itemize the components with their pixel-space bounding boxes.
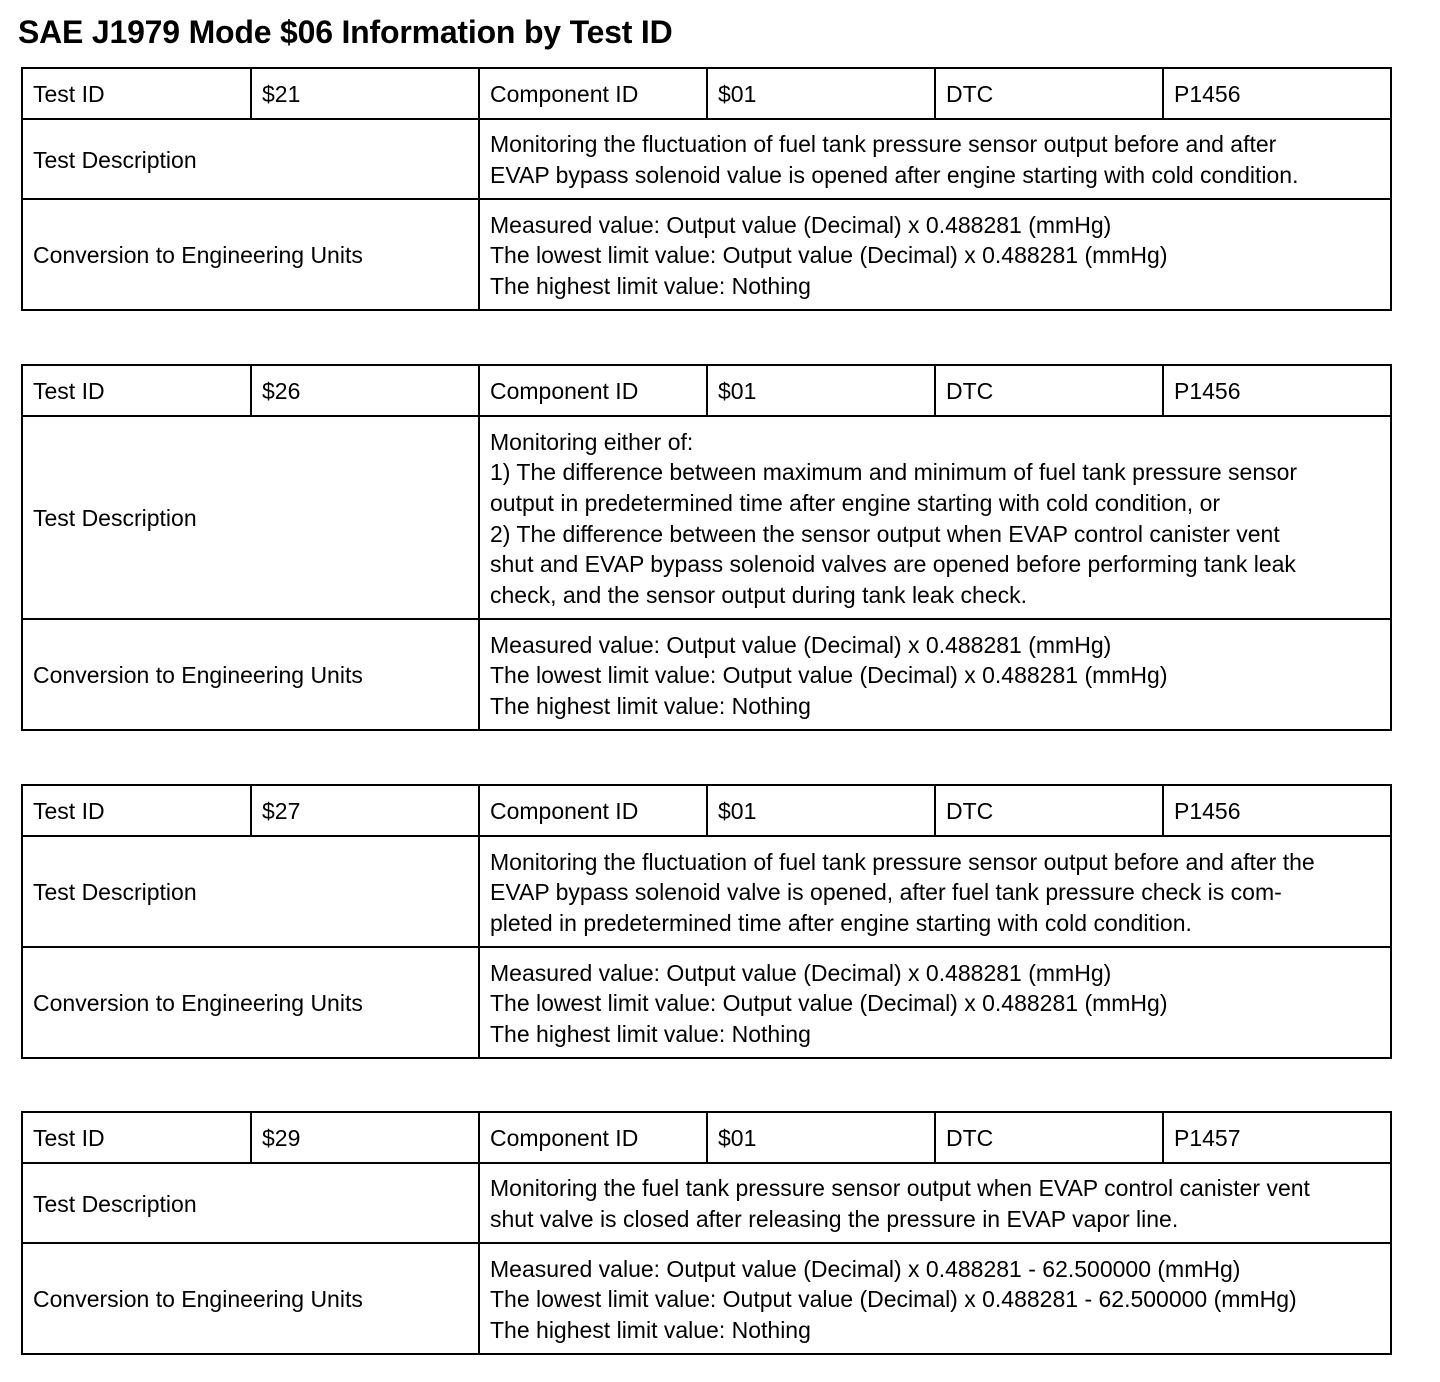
conversion-row (22, 947, 1391, 1058)
test-id-value: $26 (251, 365, 479, 416)
test-id-label: Test ID (22, 68, 251, 119)
test-id-label: Test ID (22, 785, 251, 836)
test-id-label: Test ID (22, 365, 251, 416)
conversion-row (22, 619, 1391, 730)
test-table (21, 1111, 1392, 1355)
dtc-value: P1456 (1163, 785, 1391, 836)
test-description-label: Test Description (22, 119, 479, 199)
conversion-label: Conversion to Engineering Units (22, 1243, 479, 1354)
test-description-label: Test Description (22, 416, 479, 619)
conversion-value: Measured value: Output value (Decimal) x 0.488281 - 62.500000 (mmHg) The lowest limit value: Output value (Decimal) x 0.488281 - 62.500000 (mmHg) The highest limit value: Nothing (479, 1243, 1391, 1354)
conversion-row (22, 1243, 1391, 1354)
conversion-row (22, 199, 1391, 310)
description-row (22, 836, 1391, 947)
test-description-value: Monitoring the fluctuation of fuel tank pressure sensor output before and after EVAP bypass solenoid value is opened after engine starting with cold condition. (479, 119, 1391, 199)
test-id-value: $27 (251, 785, 479, 836)
component-id-value: $01 (707, 785, 935, 836)
test-id-label: Test ID (22, 1112, 251, 1163)
dtc-label: DTC (935, 1112, 1163, 1163)
component-id-label: Component ID (479, 785, 707, 836)
dtc-label: DTC (935, 365, 1163, 416)
test-description-value: Monitoring the fuel tank pressure sensor output when EVAP control canister vent shut valve is closed after releasing the pressure in EVAP vapor line. (479, 1163, 1391, 1243)
id-row (22, 1112, 1391, 1163)
conversion-label: Conversion to Engineering Units (22, 619, 479, 730)
test-description-value: Monitoring either of: 1) The difference between maximum and minimum of fuel tank pressure sensor output in predetermined time after engine starting with cold condition, or 2) The difference between the sensor output when EVAP control canister vent shut and EVAP bypass solenoid valves are opened before performing tank leak check, and the sensor output during tank leak check. (479, 416, 1391, 619)
conversion-label: Conversion to Engineering Units (22, 947, 479, 1058)
test-table (21, 67, 1392, 311)
page-title: SAE J1979 Mode $06 Information by Test ID (18, 14, 673, 50)
test-table (21, 784, 1392, 1059)
dtc-value: P1457 (1163, 1112, 1391, 1163)
component-id-value: $01 (707, 68, 935, 119)
description-row (22, 1163, 1391, 1243)
component-id-label: Component ID (479, 1112, 707, 1163)
dtc-value: P1456 (1163, 68, 1391, 119)
test-table (21, 364, 1392, 731)
test-description-label: Test Description (22, 1163, 479, 1243)
component-id-value: $01 (707, 365, 935, 416)
component-id-label: Component ID (479, 365, 707, 416)
component-id-value: $01 (707, 1112, 935, 1163)
dtc-value: P1456 (1163, 365, 1391, 416)
test-description-value: Monitoring the fluctuation of fuel tank pressure sensor output before and after the EVAP bypass solenoid valve is opened, after fuel tank pressure check is com- pleted in predetermined time after engine starting with cold condition. (479, 836, 1391, 947)
conversion-value: Measured value: Output value (Decimal) x 0.488281 (mmHg) The lowest limit value: Output value (Decimal) x 0.488281 (mmHg) The highest limit value: Nothing (479, 947, 1391, 1058)
conversion-value: Measured value: Output value (Decimal) x 0.488281 (mmHg) The lowest limit value: Output value (Decimal) x 0.488281 (mmHg) The highest limit value: Nothing (479, 619, 1391, 730)
conversion-label: Conversion to Engineering Units (22, 199, 479, 310)
id-row (22, 785, 1391, 836)
conversion-value: Measured value: Output value (Decimal) x 0.488281 (mmHg) The lowest limit value: Output value (Decimal) x 0.488281 (mmHg) The highest limit value: Nothing (479, 199, 1391, 310)
id-row (22, 365, 1391, 416)
test-id-value: $29 (251, 1112, 479, 1163)
test-id-value: $21 (251, 68, 479, 119)
id-row (22, 68, 1391, 119)
dtc-label: DTC (935, 785, 1163, 836)
test-description-label: Test Description (22, 836, 479, 947)
dtc-label: DTC (935, 68, 1163, 119)
description-row (22, 416, 1391, 619)
description-row (22, 119, 1391, 199)
component-id-label: Component ID (479, 68, 707, 119)
